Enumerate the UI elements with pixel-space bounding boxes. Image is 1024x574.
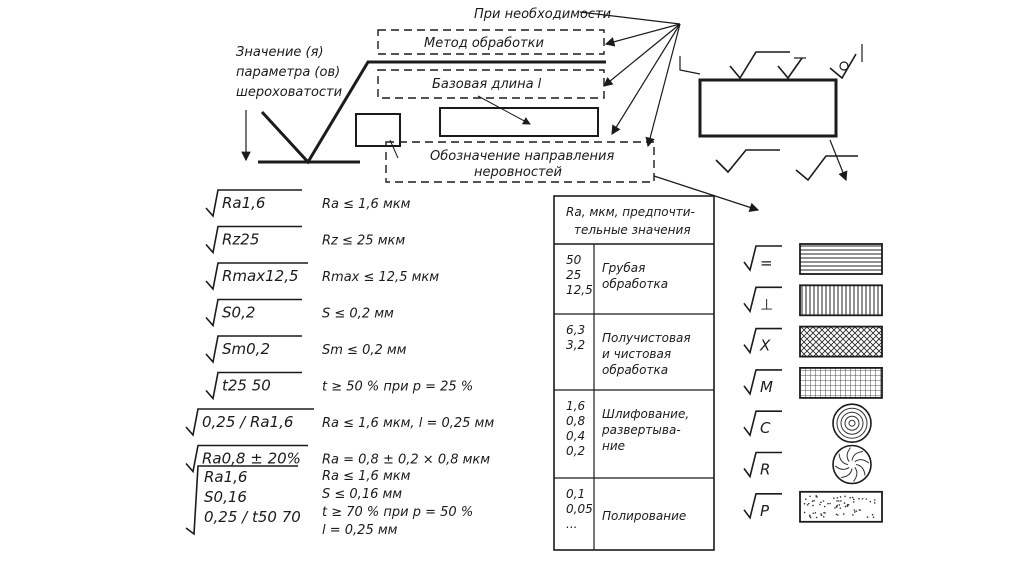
pattern-dot xyxy=(853,501,855,503)
table-value: 1,6 xyxy=(566,399,586,413)
pattern-dot xyxy=(816,517,818,519)
pattern-dot xyxy=(854,511,856,513)
symbol-text: Ra1,6 xyxy=(222,194,266,212)
table-desc: развертыва- xyxy=(602,423,681,437)
table-header-1: Ra, мкм, предпочти- xyxy=(566,205,695,219)
base-length-box xyxy=(440,108,598,136)
direction-letter: ⊥ xyxy=(760,295,774,314)
pattern-dot xyxy=(812,512,814,514)
pattern-dot xyxy=(874,502,876,504)
pattern-dot xyxy=(807,504,809,506)
pattern-dot xyxy=(815,512,817,514)
direction-row xyxy=(744,327,882,357)
symbol-meaning: Ra ≤ 1,6 мкм xyxy=(322,197,411,212)
pattern-dot xyxy=(859,509,861,511)
multi-line-2: S0,16 xyxy=(204,488,247,506)
pattern-dot xyxy=(849,497,851,499)
symbol-row xyxy=(206,336,407,362)
pattern-dot xyxy=(829,503,831,505)
pattern-dot xyxy=(837,497,839,499)
table-desc: Шлифование, xyxy=(602,407,690,421)
pattern-dot xyxy=(805,498,807,500)
direction-row xyxy=(744,285,882,315)
symbol-text: Ra0,8 ± 20% xyxy=(202,449,301,468)
symbol-meaning: Rmax ≤ 12,5 мкм xyxy=(322,270,440,285)
pattern-rect xyxy=(800,327,882,357)
pattern-circle xyxy=(833,446,871,484)
table-value: 3,2 xyxy=(566,338,586,352)
direction-letter: R xyxy=(760,460,771,479)
table-desc: Полирование xyxy=(602,509,687,523)
pattern-dot xyxy=(809,495,811,497)
pattern-dot xyxy=(862,498,864,500)
pattern-rect xyxy=(800,244,882,274)
param-label-1: Значение (я) xyxy=(236,45,324,60)
symbol-row xyxy=(206,300,394,326)
table-desc: Получистовая xyxy=(602,331,691,345)
symbol-meaning: Rz ≤ 25 мкм xyxy=(322,233,406,249)
table-value: 25 xyxy=(566,268,582,282)
multi-line-1: Ra1,6 xyxy=(204,468,248,486)
table-value: 12,5 xyxy=(566,283,593,297)
symbol-meaning: t ≥ 50 % при p = 25 % xyxy=(322,379,474,395)
top-schematic xyxy=(246,12,862,210)
direction-row xyxy=(744,368,882,398)
table-value: 0,2 xyxy=(566,444,586,458)
pattern-rect xyxy=(800,368,882,398)
pattern-dot xyxy=(823,512,825,514)
direction-label-1: Обозначение направления xyxy=(430,149,615,164)
multi-meaning-3: t ≥ 70 % при p = 50 % xyxy=(322,505,474,520)
pattern-dot xyxy=(844,502,846,504)
symbol-text: Sm0,2 xyxy=(222,340,270,358)
param-label-2: параметра (ов) xyxy=(236,65,341,80)
table-value: 0,8 xyxy=(566,414,586,428)
symbol-text: t25 50 xyxy=(222,376,271,395)
symbol-meaning: Sm ≤ 0,2 мм xyxy=(322,343,407,358)
symbol-list xyxy=(186,190,494,472)
symbol-meaning: S ≤ 0,2 мм xyxy=(322,306,394,322)
if-needed-label: При необходимости xyxy=(474,7,612,22)
pattern-dot xyxy=(827,503,829,505)
direction-letter: = xyxy=(760,254,773,272)
pattern-dot xyxy=(845,506,847,508)
pattern-dot xyxy=(809,515,811,517)
symbol-row xyxy=(206,190,411,216)
direction-row xyxy=(744,244,882,274)
pattern-dot xyxy=(837,505,839,507)
table-value: ... xyxy=(566,517,578,531)
table-value: 0,1 xyxy=(566,487,586,501)
table-value: 50 xyxy=(566,253,582,267)
pattern-dot xyxy=(839,504,841,506)
pattern-dot xyxy=(819,504,821,506)
pattern-dot xyxy=(813,500,815,502)
pattern-dot xyxy=(870,501,872,503)
pattern-dot xyxy=(852,514,854,516)
pattern-dot xyxy=(843,513,845,515)
symbol-row xyxy=(206,263,439,289)
table-desc: ние xyxy=(602,439,626,453)
top-labels xyxy=(236,7,614,180)
pattern-dot xyxy=(836,500,838,502)
table-desc: обработка xyxy=(602,363,669,377)
direction-letter: P xyxy=(760,501,770,520)
direction-row xyxy=(744,446,871,484)
pattern-dot xyxy=(840,500,842,502)
pattern-dot xyxy=(824,506,826,508)
table-desc: Грубая xyxy=(602,261,646,275)
pattern-dot xyxy=(808,503,810,505)
symbol-text: Rmax12,5 xyxy=(222,267,299,285)
symbol-row xyxy=(186,409,494,435)
pattern-dot xyxy=(866,498,868,500)
symbol-row xyxy=(206,227,405,253)
symbol-meaning: Ra = 0,8 ± 0,2 × 0,8 мкм xyxy=(322,452,491,468)
pattern-dot xyxy=(820,502,822,504)
table-header-2: тельные значения xyxy=(574,223,691,237)
pattern-dot xyxy=(856,510,858,512)
pattern-dot xyxy=(847,505,849,507)
multi-meaning-4: l = 0,25 мм xyxy=(322,523,398,538)
pattern-dot xyxy=(837,514,839,516)
symbol-text: Rz25 xyxy=(222,230,260,249)
base-length-label: Базовая длина l xyxy=(432,77,542,92)
pattern-dot xyxy=(810,517,812,519)
pattern-dot xyxy=(854,509,856,511)
direction-row xyxy=(744,404,871,442)
pattern-dot xyxy=(873,516,875,518)
pattern-dot xyxy=(834,507,836,509)
pattern-dot xyxy=(874,499,876,501)
pattern-dot xyxy=(839,507,841,509)
pattern-dot xyxy=(867,516,869,518)
direction-letter: M xyxy=(760,377,773,396)
direction-letter: C xyxy=(760,419,771,438)
multi-meaning-2: S ≤ 0,16 мм xyxy=(322,487,403,502)
direction-label-2: неровностей xyxy=(474,165,562,180)
pattern-dot xyxy=(844,496,846,498)
table-value: 0,05 xyxy=(566,502,593,516)
pattern-dot xyxy=(804,512,806,514)
multi-meaning-1: Ra ≤ 1,6 мкм xyxy=(322,469,411,484)
pattern-dot xyxy=(853,498,855,500)
table-desc: обработка xyxy=(602,277,669,291)
pattern-dot xyxy=(812,500,814,502)
pattern-dot xyxy=(838,500,840,502)
pattern-rect xyxy=(800,285,882,315)
table-rows xyxy=(566,253,691,531)
pattern-dot xyxy=(872,514,874,516)
pattern-circle xyxy=(833,404,871,442)
direction-row xyxy=(744,492,882,522)
multi-symbol xyxy=(186,466,473,538)
pattern-dot xyxy=(840,496,842,498)
direction-list xyxy=(744,244,882,522)
pattern-dot xyxy=(852,497,854,499)
pattern-dot xyxy=(823,500,825,502)
table-value: 6,3 xyxy=(566,323,586,337)
pattern-dot xyxy=(858,498,860,500)
pattern-dot xyxy=(820,513,822,515)
symbol-meaning: Ra ≤ 1,6 мкм, l = 0,25 мм xyxy=(322,416,495,431)
pattern-dot xyxy=(804,503,806,505)
value-box xyxy=(356,114,400,146)
pattern-dot xyxy=(823,516,825,518)
table-value: 0,4 xyxy=(566,429,586,443)
method-label: Метод обработки xyxy=(424,36,544,51)
symbol-text: S0,2 xyxy=(222,303,256,322)
multi-line-3: 0,25 / t50 70 xyxy=(204,508,301,526)
table-desc: и чистовая xyxy=(602,347,672,361)
pattern-dot xyxy=(812,505,814,507)
pattern-dot xyxy=(815,495,817,497)
symbol-row xyxy=(206,373,473,399)
symbol-text: 0,25 / Ra1,6 xyxy=(202,413,294,431)
param-label-3: шероховатости xyxy=(236,85,343,100)
pattern-dot xyxy=(833,497,835,499)
direction-letter: X xyxy=(760,336,771,355)
part-outline xyxy=(700,80,836,136)
